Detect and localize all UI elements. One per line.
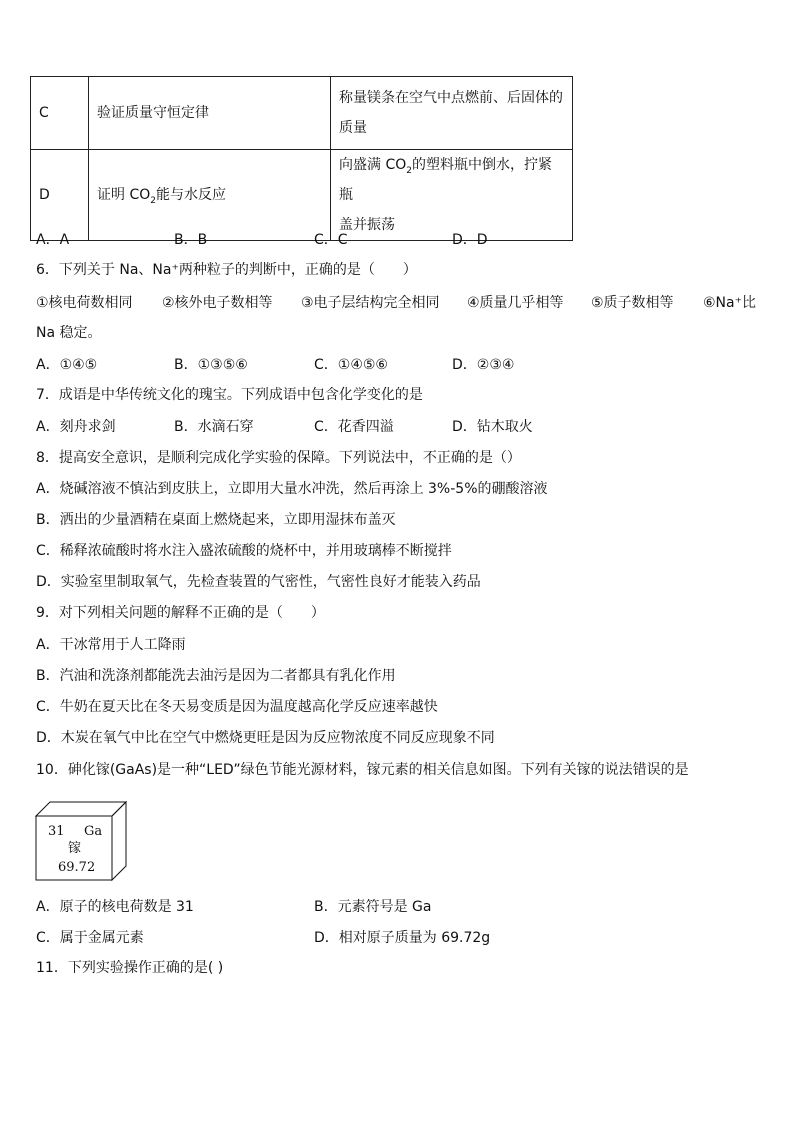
option-a[interactable]: A．干冰常用于人工降雨 (36, 637, 186, 653)
method-line: 称量镁条在空气中点燃前、后固体的 (339, 90, 563, 106)
q10-stem: 10．砷化镓(GaAs)是一种“LED”绿色节能光源材料，镓元素的相关信息如图。下列有关镓的说法错误的是 (36, 762, 689, 778)
element-name: 镓 (68, 841, 82, 856)
method-sub: 2 (406, 165, 412, 176)
option-b[interactable]: B．水滴石穿 (174, 419, 254, 435)
experiment-table (30, 76, 573, 241)
row-method (331, 77, 573, 150)
q6-item: ②核外电子数相等 (162, 295, 273, 311)
q6-item: ⑤质子数相等 (591, 295, 674, 311)
q8-stem: 8．提高安全意识，是顺利完成化学实验的保障。下列说法中，不正确的是（） (36, 450, 521, 466)
option-a[interactable]: A．刻舟求剑 (36, 419, 116, 435)
option-a[interactable]: A．A (36, 232, 70, 248)
q6-item: ④质量几乎相等 (467, 295, 564, 311)
row-method (331, 150, 573, 241)
option-d[interactable]: D．钻木取火 (452, 419, 533, 435)
row-label: D (31, 150, 89, 241)
q6-item: ③电子层结构完全相同 (301, 295, 440, 311)
method-line: 质量 (339, 120, 367, 136)
q6-items-cont: Na 稳定。 (36, 325, 102, 341)
q6-stem: 6．下列关于 Na、Na⁺两种粒子的判断中，正确的是（ ） (36, 262, 417, 278)
method-line (339, 150, 564, 210)
q6-item: ①核电荷数相同 (36, 295, 133, 311)
row-purpose (89, 150, 331, 241)
option-b[interactable]: B．汽油和洗涤剂都能洗去油污是因为二者都具有乳化作用 (36, 668, 396, 684)
method-line: 盖并振荡 (339, 217, 395, 233)
q11-stem: 11．下列实验操作正确的是( ) (36, 960, 224, 976)
option-a[interactable]: A．原子的核电荷数是 31 (36, 899, 194, 915)
method-pre: 向盛满 CO (339, 157, 407, 173)
table-row (31, 77, 573, 150)
row-purpose: 验证质量守恒定律 (89, 77, 331, 150)
option-c[interactable]: C．属于金属元素 (36, 930, 144, 946)
row-label: C (31, 77, 89, 150)
table-row (31, 150, 573, 241)
option-b[interactable]: B．B (174, 232, 208, 248)
atomic-mass: 69.72 (58, 860, 96, 875)
purpose-sub: 2 (150, 195, 156, 206)
option-d[interactable]: D．木炭在氧气中比在空气中燃烧更旺是因为反应物浓度不同反应现象不同 (36, 730, 495, 746)
q6-item: ⑥Na⁺比 (703, 295, 756, 311)
option-c[interactable]: C．C (314, 232, 348, 248)
atomic-number: 31 (48, 824, 65, 839)
option-b[interactable]: B．①③⑤⑥ (174, 357, 248, 373)
purpose-pre: 证明 CO (97, 187, 151, 203)
option-a[interactable]: A．烧碱溶液不慎沾到皮肤上，立即用大量水冲洗，然后再涂上 3%-5%的硼酸溶液 (36, 481, 548, 497)
option-d[interactable]: D．②③④ (452, 357, 515, 373)
option-c[interactable]: C．花香四溢 (314, 419, 394, 435)
option-c[interactable]: C．①④⑤⑥ (314, 357, 388, 373)
purpose-post: 能与水反应 (155, 187, 226, 203)
option-a[interactable]: A．①④⑤ (36, 357, 98, 373)
element-symbol: Ga (84, 824, 103, 839)
method-post: 的塑料瓶中倒水，拧紧瓶 (339, 157, 552, 203)
option-d[interactable]: D．D (452, 232, 488, 248)
q7-stem: 7．成语是中华传统文化的瑰宝。下列成语中包含化学变化的是 (36, 387, 423, 403)
element-cell-figure (30, 796, 130, 888)
option-b[interactable]: B．元素符号是 Ga (314, 899, 432, 915)
option-d[interactable]: D．相对原子质量为 69.72g (314, 930, 491, 946)
option-c[interactable]: C．稀释浓硫酸时将水注入盛浓硫酸的烧杯中，并用玻璃棒不断搅拌 (36, 543, 452, 559)
option-d[interactable]: D．实验室里制取氧气，先检查装置的气密性，气密性良好才能装入药品 (36, 574, 481, 590)
option-c[interactable]: C．牛奶在夏天比在冬天易变质是因为温度越高化学反应速率越快 (36, 699, 438, 715)
option-b[interactable]: B．洒出的少量酒精在桌面上燃烧起来，立即用湿抹布盖灭 (36, 512, 396, 528)
q9-stem: 9．对下列相关问题的解释不正确的是（ ） (36, 605, 325, 621)
